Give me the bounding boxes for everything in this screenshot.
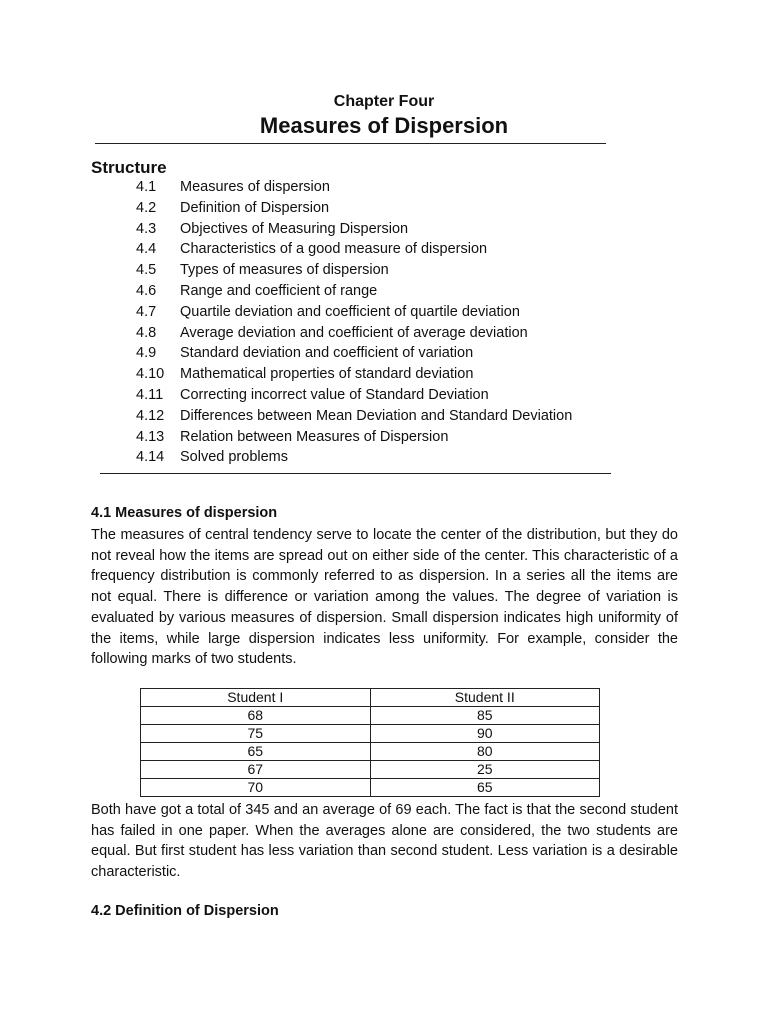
structure-item (136, 427, 572, 448)
chapter-title: Measures of Dispersion (259, 113, 509, 138)
structure-item-number: 4.6 (136, 282, 157, 299)
structure-item-label: Solved problems (180, 449, 288, 466)
structure-item-number: 4.2 (136, 199, 157, 216)
structure-item-number: 4.12 (136, 407, 165, 424)
structure-item (136, 323, 572, 344)
structure-item-number: 4.8 (136, 324, 157, 341)
structure-item (136, 406, 572, 427)
structure-item-label: Characteristics of a good measure of dispersion (180, 241, 488, 258)
top-divider (95, 143, 606, 144)
structure-item (136, 177, 572, 198)
structure-item (136, 385, 572, 406)
structure-item-label: Standard deviation and coefficient of variation (180, 345, 474, 362)
structure-item (136, 447, 572, 468)
student-1-mark-cell: 67 (141, 761, 371, 779)
chapter-label: Chapter Four (333, 93, 435, 110)
table-header-student-1: Student I (141, 689, 371, 707)
structure-item (136, 364, 572, 385)
structure-item (136, 198, 572, 219)
student-2-mark-cell: 85 (370, 707, 600, 725)
structure-item-label: Definition of Dispersion (180, 199, 330, 216)
structure-item-label: Measures of dispersion (180, 179, 330, 195)
structure-item-label: Average deviation and coefficient of average deviation (180, 324, 528, 341)
student-1-mark-cell: 65 (141, 743, 371, 761)
structure-item (136, 343, 572, 364)
structure-item-label: Correcting incorrect value of Standard Deviation (180, 386, 489, 403)
student-2-mark-cell: 65 (370, 779, 600, 797)
marks-table (140, 688, 600, 797)
student-2-mark-cell: 90 (370, 725, 600, 743)
table-row (141, 761, 600, 779)
section-4-1-paragraph-after: Both have got a total of 345 and an average of 69 each. The fact is that the second student has failed in one paper. When the averages alone are considered, the two students are equal. But first student has less variation than second student. Less variation is a desirable characteristic. (91, 802, 678, 881)
structure-item-number: 4.9 (136, 345, 157, 362)
structure-item-label: Quartile deviation and coefficient of quartile deviation (180, 303, 520, 320)
structure-item-label: Relation between Measures of Dispersion (180, 428, 449, 445)
structure-item-number: 4.5 (136, 262, 157, 279)
structure-item-label: Mathematical properties of standard deviation (180, 366, 474, 383)
table-header-student-2: Student II (370, 689, 600, 707)
structure-item-label: Types of measures of dispersion (180, 262, 389, 279)
table-row (141, 707, 600, 725)
structure-item-number: 4.1 (136, 179, 157, 195)
structure-item-label: Objectives of Measuring Dispersion (180, 220, 409, 237)
structure-item-number: 4.11 (136, 386, 164, 403)
student-2-mark-cell: 25 (370, 761, 600, 779)
structure-item (136, 260, 572, 281)
section-4-2-heading: 4.2 Definition of Dispersion (91, 903, 279, 919)
structure-item (136, 281, 572, 302)
section-4-1-paragraph: The measures of central tendency serve to locate the center of the distribution, but they do not reveal how the items are spread out on either side of the center. This characteristic of a frequency distribution is commonly referred to as dispersion. In a series all the items are not equal. There is difference or variation among the values. The degree of variation is evaluated by various measures of dispersion. Small dispersion indicates high uniformity of the items, while large dispersion indicates less uniformity. For example, consider the following marks of two students. (91, 527, 678, 668)
table-row (141, 779, 600, 797)
structure-heading: Structure (91, 158, 167, 177)
table-header-row (141, 689, 600, 707)
structure-item-label: Range and coefficient of range (180, 282, 378, 299)
table-row (141, 725, 600, 743)
student-1-mark-cell: 70 (141, 779, 371, 797)
structure-list (136, 177, 572, 468)
structure-item-number: 4.7 (136, 303, 157, 320)
structure-item-number: 4.14 (136, 449, 165, 466)
structure-item-number: 4.10 (136, 366, 165, 383)
structure-item-number: 4.3 (136, 220, 157, 237)
student-2-mark-cell: 80 (370, 743, 600, 761)
section-4-1-heading: 4.1 Measures of dispersion (91, 505, 278, 521)
structure-item-label: Differences between Mean Deviation and Standard Deviation (180, 407, 573, 424)
bottom-divider (100, 473, 611, 474)
structure-item-number: 4.4 (136, 241, 157, 258)
structure-item (136, 219, 572, 240)
structure-item (136, 302, 572, 323)
student-1-mark-cell: 68 (141, 707, 371, 725)
student-1-mark-cell: 75 (141, 725, 371, 743)
structure-item (136, 239, 572, 260)
table-row (141, 743, 600, 761)
structure-item-number: 4.13 (136, 428, 165, 445)
